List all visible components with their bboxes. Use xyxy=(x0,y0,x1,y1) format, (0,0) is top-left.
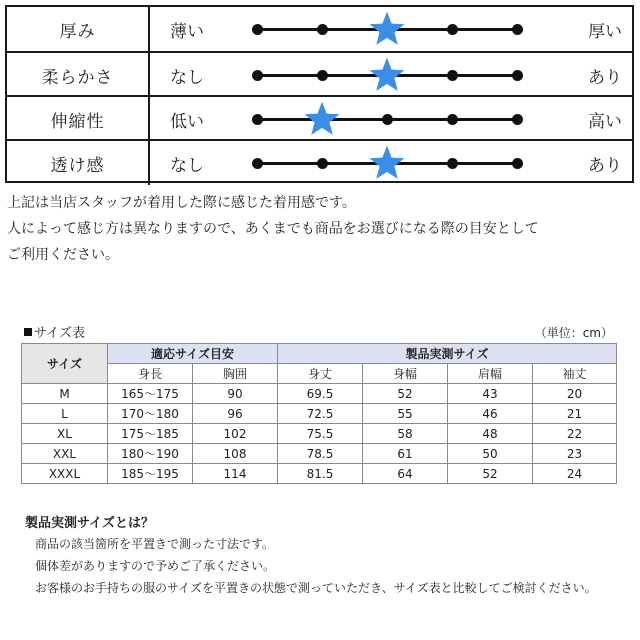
scale-dot xyxy=(512,114,523,125)
scale-dot xyxy=(512,70,523,81)
scale-dot xyxy=(382,114,393,125)
column-header-chest: 胸囲 xyxy=(193,364,278,384)
feel-high-label: あり xyxy=(588,67,622,88)
scale-dot xyxy=(447,158,458,169)
feel-low-label: 薄い xyxy=(170,21,204,42)
measure-note-line: お客様のお手持ちの服のサイズを平置きの状態で測っていただき、サイズ表と比較してご検討ください。 xyxy=(35,581,597,595)
measurement-cell: 81.5 xyxy=(278,464,363,484)
table-row xyxy=(22,424,617,444)
measurement-cell: 52 xyxy=(448,464,533,484)
measurement-cell: 52 xyxy=(363,384,448,404)
feel-scale xyxy=(237,53,537,97)
measurement-cell: 69.5 xyxy=(278,384,363,404)
measurement-cell: 90 xyxy=(193,384,278,404)
measurement-cell: 43 xyxy=(448,384,533,404)
measurement-cell: 46 xyxy=(448,404,533,424)
scale-dot xyxy=(447,70,458,81)
rating-star-icon xyxy=(303,100,341,138)
size-cell: L xyxy=(22,404,108,424)
measurement-cell: 72.5 xyxy=(278,404,363,424)
column-header-sleeve: 袖丈 xyxy=(533,364,617,384)
scale-dot xyxy=(252,24,263,35)
measurement-cell: 185～195 xyxy=(108,464,193,484)
measurement-cell: 114 xyxy=(193,464,278,484)
fit-group-header: 適応サイズ目安 xyxy=(108,344,278,364)
column-header-shoulder: 肩幅 xyxy=(448,364,533,384)
table-row xyxy=(22,444,617,464)
measurement-cell: 48 xyxy=(448,424,533,444)
scale-dot xyxy=(512,24,523,35)
measurement-cell: 20 xyxy=(533,384,617,404)
measure-note-title: 製品実測サイズとは？ xyxy=(25,516,154,531)
feel-low-label: 低い xyxy=(170,111,204,132)
scale-dot xyxy=(447,24,458,35)
scale-dot xyxy=(447,114,458,125)
bullet-square-icon xyxy=(24,328,32,336)
measurement-cell: 58 xyxy=(363,424,448,444)
size-cell: XXXL xyxy=(22,464,108,484)
table-row xyxy=(22,384,617,404)
rating-star-icon xyxy=(368,144,406,182)
feel-low-label: なし xyxy=(170,67,204,88)
feel-scale xyxy=(237,141,537,185)
measure-note-body xyxy=(35,533,597,599)
scale-dot xyxy=(317,70,328,81)
feel-row-sheerness xyxy=(7,139,632,185)
measurement-cell: 21 xyxy=(533,404,617,424)
size-chart-title: サイズ表 xyxy=(34,326,85,341)
feel-low-label: なし xyxy=(170,155,204,176)
size-chart-unit: （単位：cm） xyxy=(534,326,613,340)
size-cell: XL xyxy=(22,424,108,444)
measurement-cell: 22 xyxy=(533,424,617,444)
scale-dot xyxy=(252,114,263,125)
feel-row-stretch xyxy=(7,95,632,141)
feel-scale xyxy=(237,97,537,141)
disclaimer-line: 人によって感じ方は異なりますので、あくまでも商品をお選びになる際の目安として xyxy=(7,221,539,237)
scale-dot xyxy=(252,158,263,169)
size-column-header: サイズ xyxy=(22,344,108,384)
measurement-cell: 61 xyxy=(363,444,448,464)
feel-label: 柔らかさ xyxy=(7,53,150,97)
size-table-group-header xyxy=(22,344,617,364)
measurement-cell: 175～185 xyxy=(108,424,193,444)
feel-high-label: 高い xyxy=(588,111,622,132)
feel-high-label: 厚い xyxy=(588,21,622,42)
measure-note-line: 商品の該当箇所を平置きで測った寸法です。 xyxy=(35,537,275,551)
rating-star-icon xyxy=(368,10,406,48)
measurement-cell: 170～180 xyxy=(108,404,193,424)
measurement-cell: 23 xyxy=(533,444,617,464)
table-row xyxy=(22,404,617,424)
column-header-length: 身丈 xyxy=(278,364,363,384)
measure-group-header: 製品実測サイズ xyxy=(278,344,617,364)
column-header-width: 身幅 xyxy=(363,364,448,384)
measurement-cell: 108 xyxy=(193,444,278,464)
scale-dot xyxy=(317,158,328,169)
scale-dot xyxy=(317,24,328,35)
rating-star-icon xyxy=(368,56,406,94)
scale-dot xyxy=(252,70,263,81)
measurement-cell: 96 xyxy=(193,404,278,424)
measurement-cell: 24 xyxy=(533,464,617,484)
feel-scale xyxy=(237,7,537,51)
column-header-height: 身長 xyxy=(108,364,193,384)
feel-row-thickness xyxy=(7,7,632,51)
measurement-cell: 78.5 xyxy=(278,444,363,464)
table-row xyxy=(22,464,617,484)
size-cell: XXL xyxy=(22,444,108,464)
measurement-cell: 55 xyxy=(363,404,448,424)
size-table xyxy=(21,343,617,484)
disclaimer-line: ご利用ください。 xyxy=(7,247,119,263)
measurement-cell: 64 xyxy=(363,464,448,484)
feel-label: 透け感 xyxy=(7,141,150,185)
measurement-cell: 102 xyxy=(193,424,278,444)
feel-high-label: あり xyxy=(588,155,622,176)
measurement-cell: 180～190 xyxy=(108,444,193,464)
measurement-cell: 165～175 xyxy=(108,384,193,404)
scale-dot xyxy=(512,158,523,169)
feel-disclaimer xyxy=(7,190,539,268)
measurement-cell: 75.5 xyxy=(278,424,363,444)
feel-label: 厚み xyxy=(7,7,150,51)
disclaimer-line: 上記は当店スタッフが着用した際に感じた着用感です。 xyxy=(7,195,356,211)
feel-row-softness xyxy=(7,51,632,97)
measure-note-line: 個体差がありますので予めご了承ください。 xyxy=(35,559,276,573)
size-chart-heading xyxy=(24,322,85,341)
size-table-column-header xyxy=(22,364,617,384)
feel-label: 伸縮性 xyxy=(7,97,150,141)
size-cell: M xyxy=(22,384,108,404)
measurement-cell: 50 xyxy=(448,444,533,464)
fit-feel-table xyxy=(5,5,634,183)
